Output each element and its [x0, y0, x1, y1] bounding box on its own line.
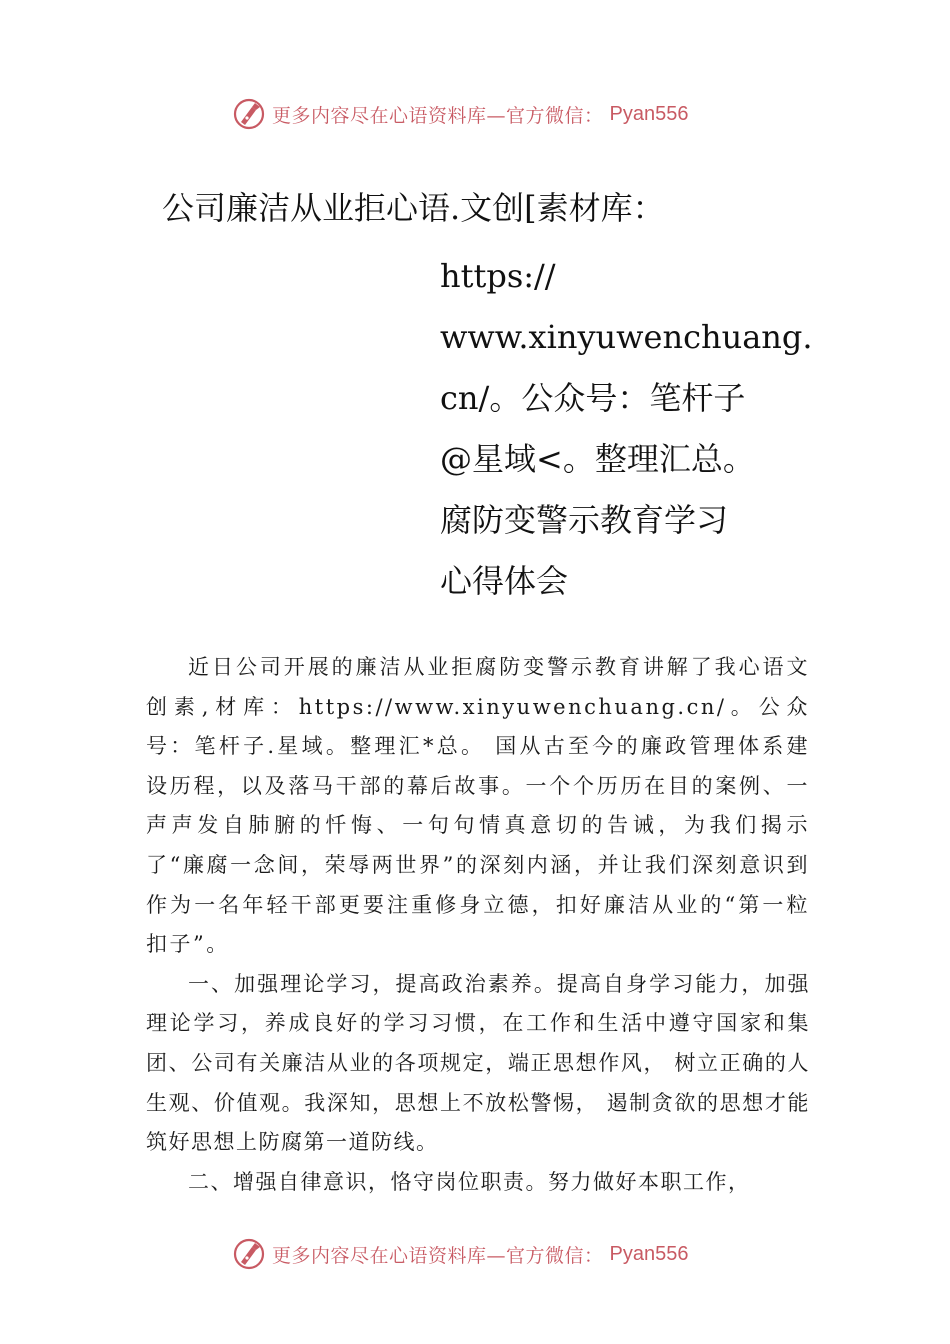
document-title-continuation — [440, 246, 813, 612]
pen-nib-seal-icon — [232, 1237, 266, 1271]
document-title-line-3: www.xinyuwenchuang. — [440, 318, 813, 356]
document-title-line-4: cn/。公众号：笔杆子 — [440, 379, 746, 417]
header-watermark-banner — [232, 94, 732, 134]
document-body — [146, 648, 810, 1202]
body-paragraph-section-2: 二、增强自律意识，恪守岗位职责。努力做好本职工作， — [188, 1169, 751, 1194]
body-paragraph-intro: 近日公司开展的廉洁从业拒腐防变警示教育讲解了我心语文创素,材库：https://www.xinyuwenchuang.cn/。公众号：笔杆子.星域。整理汇*总。 国从古至今的廉政管理体系建设历程，以及落马干部的幕后故事。一个个历历在目的案例、一声声发自肺腑的忏悔、一句句情真意切的告诫，为我们揭示了“廉腐一念间，荣辱两世界”的深刻内涵，并让我们深刻意识到作为一名年轻干部更要注重修身立德，扣好廉洁从业的“第一粒扣子”。 — [146, 655, 810, 957]
banner-wechat-id: Pyan556 — [609, 1242, 689, 1265]
footer-watermark-banner — [232, 1234, 732, 1274]
document-title-line-1: 公司廉洁从业拒心语.文创[素材库： — [162, 189, 665, 227]
document-title-line-6: 腐防变警示教育学习 — [440, 501, 729, 539]
banner-wechat-id: Pyan556 — [609, 102, 689, 125]
pen-nib-seal-icon — [232, 97, 266, 131]
body-paragraph-section-1: 一、加强理论学习，提高政治素养。提高自身学习能力，加强理论学习，养成良好的学习习惯，在工作和生活中遵守国家和集团、公司有关廉洁从业的各项规定，端正思想作风， 树立正确的人生观、价值观。我深知，思想上不放松警惕， 遏制贪欲的思想才能筑好思想上防腐第一道防线。 — [146, 971, 810, 1155]
document-title-line-7: 心得体会 — [440, 562, 569, 600]
banner-text: 更多内容尽在心语资料库—官方微信： — [272, 104, 604, 127]
document-title-line-5: @星域<。整理汇总。 — [440, 440, 755, 478]
banner-text: 更多内容尽在心语资料库—官方微信： — [272, 1244, 604, 1267]
document-title-line-2: https:// — [440, 257, 556, 295]
